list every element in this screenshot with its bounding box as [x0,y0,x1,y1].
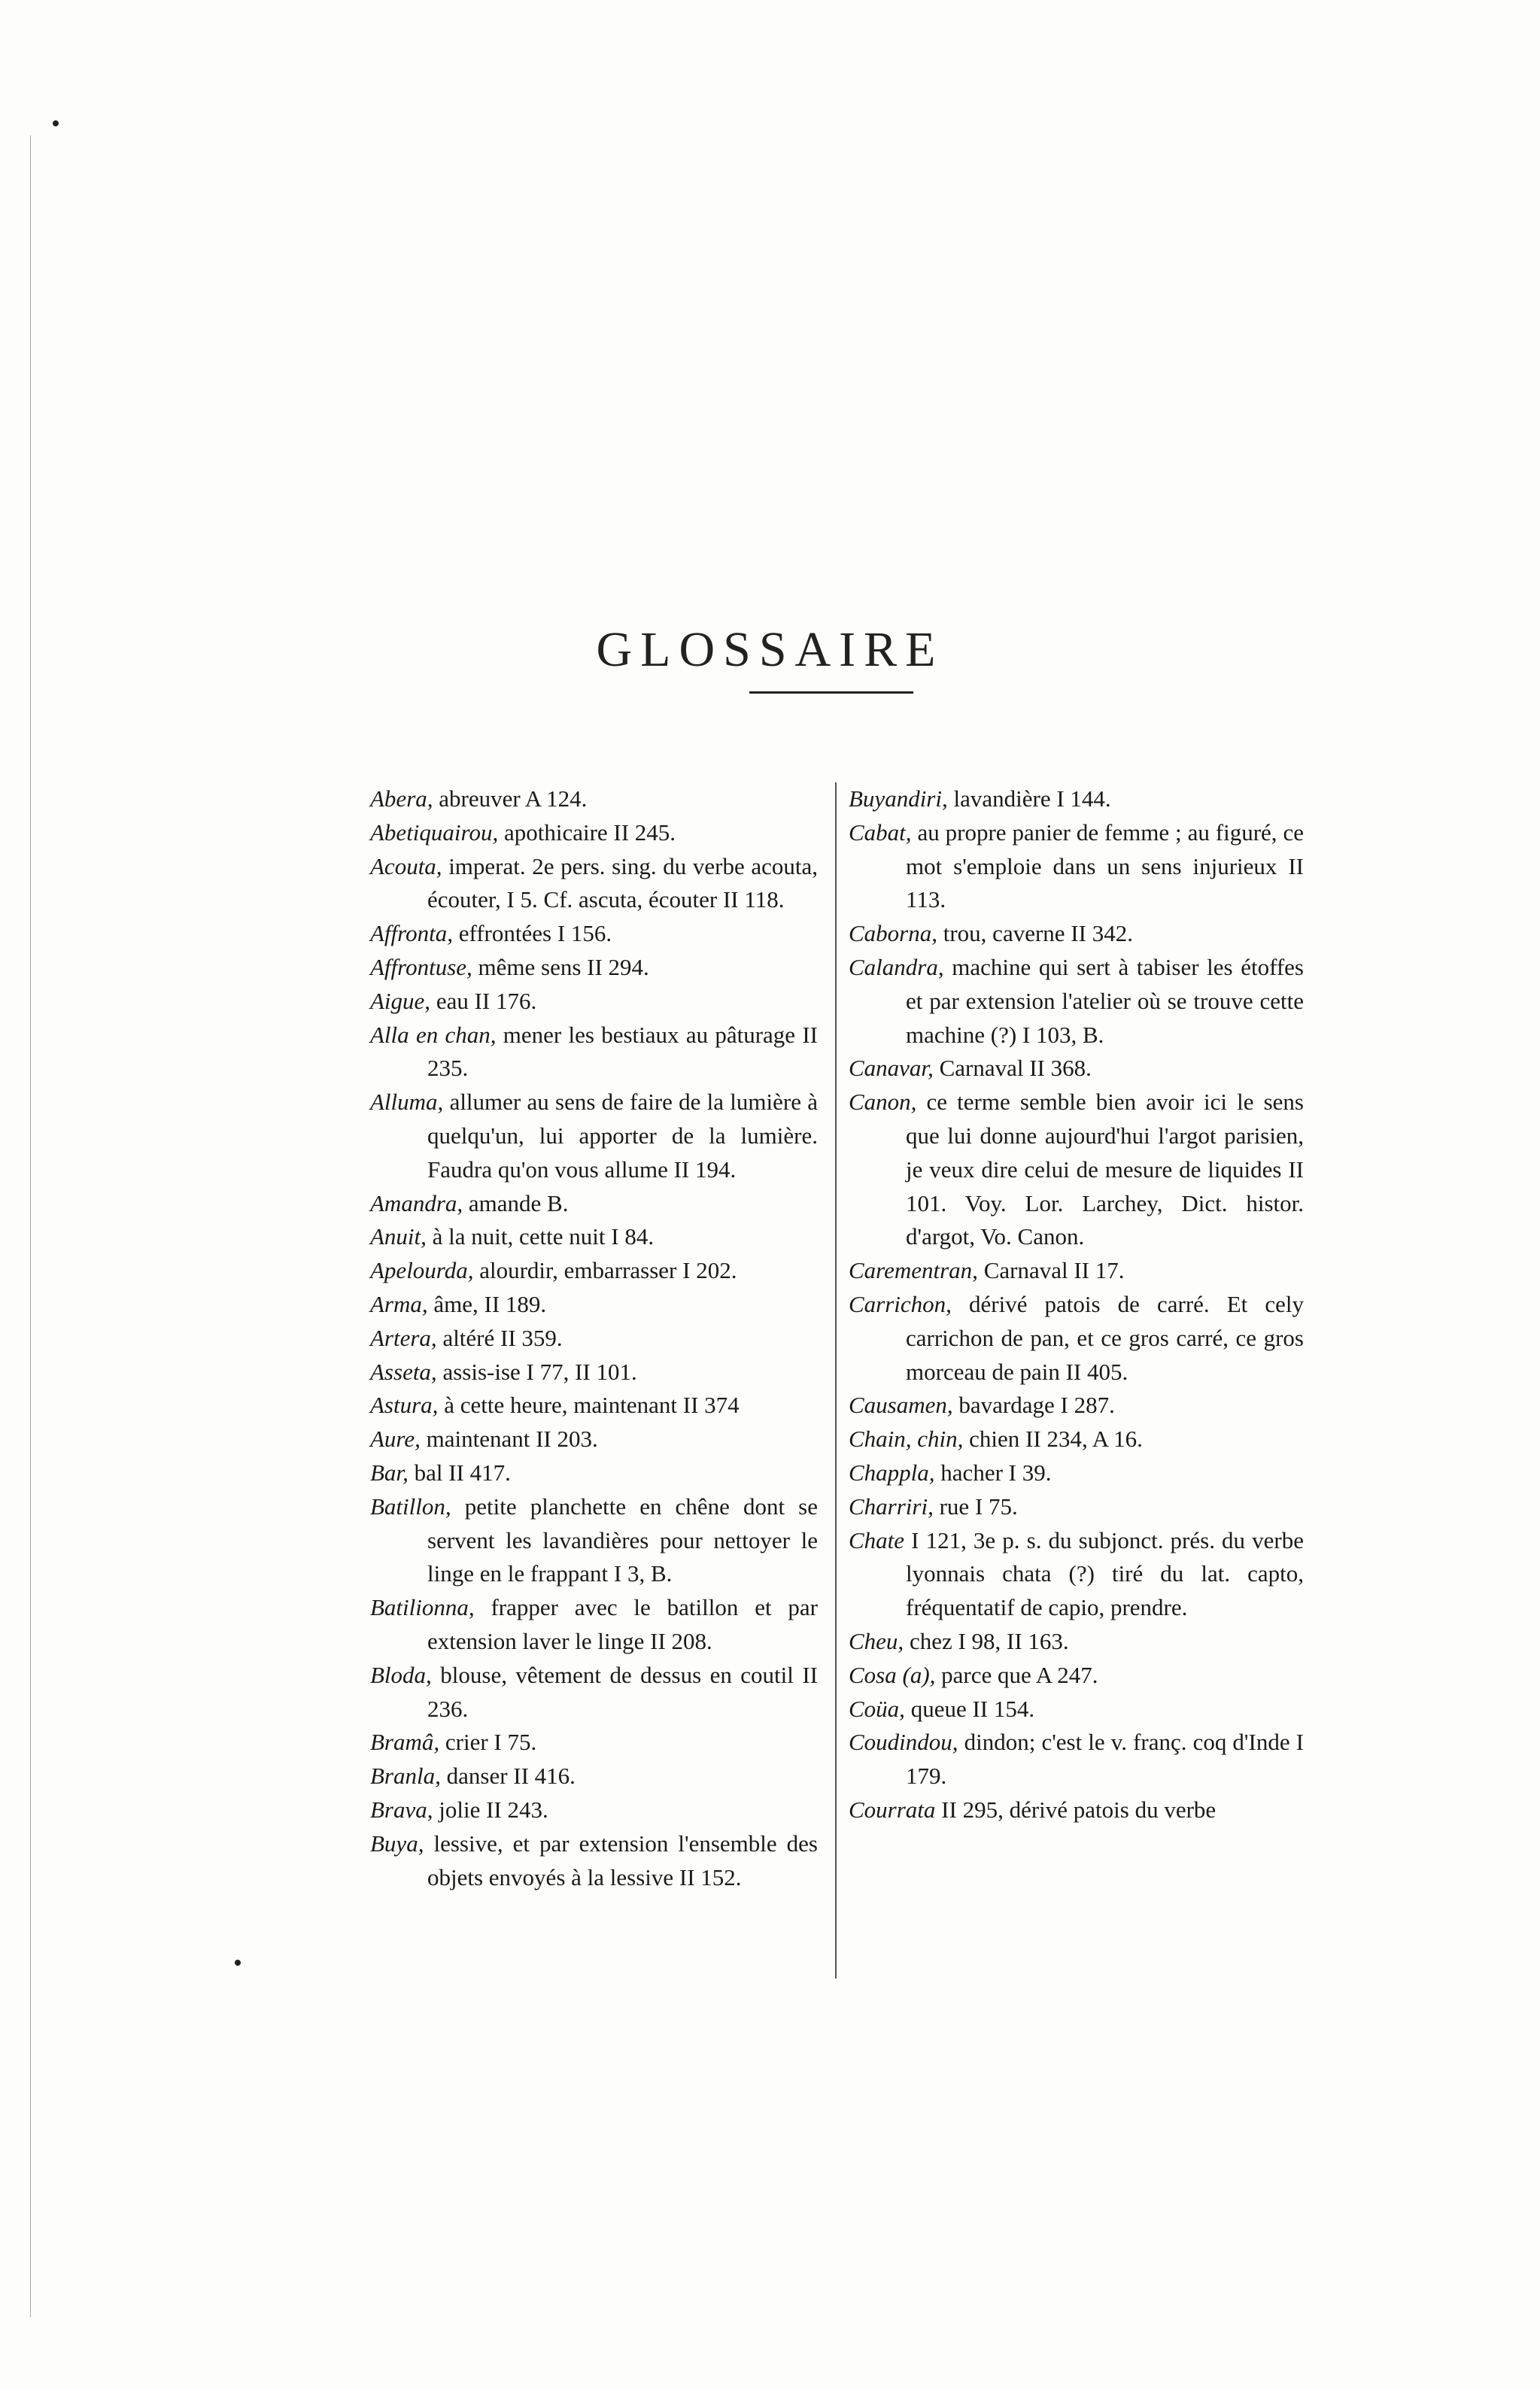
headword: Chain, chin, [849,1426,964,1453]
glossary-entry [370,1356,818,1389]
definition: hacher I 39. [934,1459,1052,1486]
headword: Canon, [849,1089,917,1116]
glossary-entry [849,1052,1304,1086]
glossary-entry [370,1659,818,1726]
glossary-entry [370,1086,818,1186]
definition: blouse, vêtement de dessus en coutil II 236. [427,1661,818,1722]
definition: parce que A 247. [935,1661,1098,1688]
glossary-entry [849,1456,1304,1490]
headword: Batillon, [370,1493,451,1520]
definition: petite planchette en chêne dont se servent les lavandières pour nettoyer le linge en le frappant I 3, B. [427,1493,818,1587]
glossary-entry [370,917,818,951]
glossary-entry [370,951,818,985]
headword: Carementran, [849,1257,978,1284]
headword: Affronta, [370,920,453,947]
definition: même sens II 294. [472,953,649,980]
headword: Carrichon, [849,1290,952,1317]
headword: Aigue, [370,987,431,1014]
definition: à cette heure, maintenant II 374 [438,1392,740,1419]
headword: Anuit, [370,1223,427,1250]
definition: machine qui sert à tabiser les étoffes et par extension l'atelier où se trouve cette machine (?) I 103, B. [906,953,1304,1048]
headword: Buyandiri, [849,785,948,812]
column-divider [835,782,837,1979]
headword: Alluma, [370,1089,444,1116]
definition: mener les bestiaux au pâturage II 235. [427,1021,818,1082]
headword: Astura, [370,1392,439,1419]
headword: Batilionna, [370,1594,475,1621]
glossary-entry [849,1659,1304,1693]
headword: Artera, [370,1324,437,1351]
headword: Aure, [370,1426,421,1453]
definition: chien II 234, A 16. [963,1426,1143,1453]
definition: dindon; c'est le v. franç. coq d'Inde I 179. [906,1729,1304,1790]
definition: bavardage I 287. [952,1392,1115,1419]
definition: maintenant II 203. [420,1426,598,1453]
glossary-entry [370,850,818,918]
definition: à la nuit, cette nuit I 84. [426,1223,655,1250]
scan-speck [53,120,59,126]
glossary-entry [370,1591,818,1659]
definition: assis-ise I 77, II 101. [436,1358,637,1385]
headword: Charriri, [849,1493,934,1520]
definition: amande B. [463,1189,569,1216]
definition: ce terme semble bien avoir ici le sens que lui donne aujourd'hui l'argot parisien, je veux dire celui de mesure de liquides II 101. Voy. Lor. Larchey, Dict. histor. d'argot, Vo. Canon. [906,1089,1304,1250]
glossary-entry [370,1423,818,1456]
glossary-entry [370,1019,818,1086]
definition: frapper avec le batillon et par extension laver le linge II 208. [427,1594,818,1654]
definition: chez I 98, II 163. [904,1627,1069,1654]
glossary-left-column [370,782,818,1894]
definition: alourdir, embarrasser I 202. [473,1257,737,1284]
headword: Affrontuse, [370,953,472,980]
definition: altéré II 359. [436,1324,563,1351]
headword: Caborna, [849,920,937,947]
headword: Bloda, [370,1661,432,1688]
glossary-entry [849,1288,1304,1389]
glossary-entry [370,1288,818,1322]
definition: imperat. 2e pers. sing. du verbe acouta, écouter, I 5. Cf. ascuta, écouter II 118. [427,852,818,913]
page-title: GLOSSAIRE [596,622,944,678]
headword: Amandra, [370,1189,463,1216]
headword: Bar, [370,1459,409,1486]
definition: queue II 154. [904,1695,1035,1722]
headword: Arma, [370,1290,428,1317]
headword: Alla en chan, [370,1021,497,1048]
definition: lessive, et par extension l'ensemble des objets envoyés à la lessive II 152. [424,1830,818,1890]
glossary-entry [370,1187,818,1221]
glossary-entry [849,1086,1304,1254]
definition: eau II 176. [430,987,537,1014]
definition: effrontées I 156. [452,920,612,947]
glossary-entry [849,816,1304,917]
definition: lavandière I 144. [947,785,1111,812]
headword: Courrata [849,1796,936,1823]
glossary-entry [370,1827,818,1895]
definition: Carnaval II 17. [977,1257,1125,1284]
definition: trou, caverne II 342. [937,920,1133,947]
definition: crier I 75. [439,1729,537,1756]
glossary-entry [370,782,818,816]
glossary-entry [849,1490,1304,1524]
definition: danser II 416. [440,1763,576,1790]
definition: rue I 75. [933,1493,1018,1520]
glossary-entry [849,1254,1304,1288]
scan-edge-line [30,135,31,2317]
headword: Asseta, [370,1358,437,1385]
definition: jolie II 243. [433,1796,548,1823]
headword: Buya, [370,1830,424,1857]
scan-speck [235,1960,241,1966]
title-rule [749,691,913,694]
glossary-entry [849,1389,1304,1423]
definition: âme, II 189. [427,1290,547,1317]
headword: Cheu, [849,1627,904,1654]
glossary-entry [370,1254,818,1288]
glossary-entry [370,1793,818,1827]
definition: bal II 417. [408,1459,511,1486]
definition: II 295, dérivé patois du verbe [935,1796,1217,1823]
headword: Acouta, [370,852,442,879]
headword: Coudindou, [849,1729,958,1756]
headword: Bramâ, [370,1729,440,1756]
definition: Carnaval II 368. [933,1055,1092,1082]
glossary-entry [849,1524,1304,1625]
glossary-entry [849,1625,1304,1659]
glossary-entry [370,985,818,1019]
headword: Causamen, [849,1392,953,1419]
glossary-entry [849,782,1304,816]
glossary-entry [370,1726,818,1760]
glossary-right-column [849,782,1304,1827]
headword: Branla, [370,1763,441,1790]
glossary-entry [849,1726,1304,1793]
headword: Apelourda, [370,1257,474,1284]
headword: Coüa, [849,1695,905,1722]
glossary-entry [370,1490,818,1591]
glossary-entry [849,951,1304,1052]
headword: Chappla, [849,1459,935,1486]
headword: Abera, [370,785,433,812]
glossary-entry [849,1423,1304,1456]
glossary-entry [370,1322,818,1356]
headword: Brava, [370,1796,433,1823]
headword: Calandra, [849,953,944,980]
glossary-entry [370,1760,818,1793]
headword: Abetiquairou, [370,818,499,846]
definition: dérivé patois de carré. Et cely carrichon de pan, et ce gros carré, ce gros morceau de pain II 405. [906,1290,1304,1385]
headword: Chate [849,1526,905,1553]
glossary-entry [370,1456,818,1490]
definition: abreuver A 124. [433,785,588,812]
headword: Cabat, [849,818,912,846]
glossary-entry [849,1693,1304,1726]
glossary-entry [370,1389,818,1423]
definition: apothicaire II 245. [498,818,676,846]
definition: allumer au sens de faire de la lumière à quelqu'un, lui apporter de la lumière. Faudra qu'on vous allume II 194. [427,1089,818,1183]
glossary-entry [370,816,818,850]
definition: au propre panier de femme ; au figuré, ce mot s'emploie dans un sens injurieux II 113. [906,818,1304,913]
glossary-entry [849,1793,1304,1827]
glossary-entry [849,917,1304,951]
headword: Cosa (a), [849,1661,936,1688]
glossary-entry [370,1220,818,1254]
headword: Canavar, [849,1055,934,1082]
definition: I 121, 3e p. s. du subjonct. prés. du verbe lyonnais chata (?) tiré du lat. capto, fréquentatif de capio, prendre. [904,1526,1304,1621]
